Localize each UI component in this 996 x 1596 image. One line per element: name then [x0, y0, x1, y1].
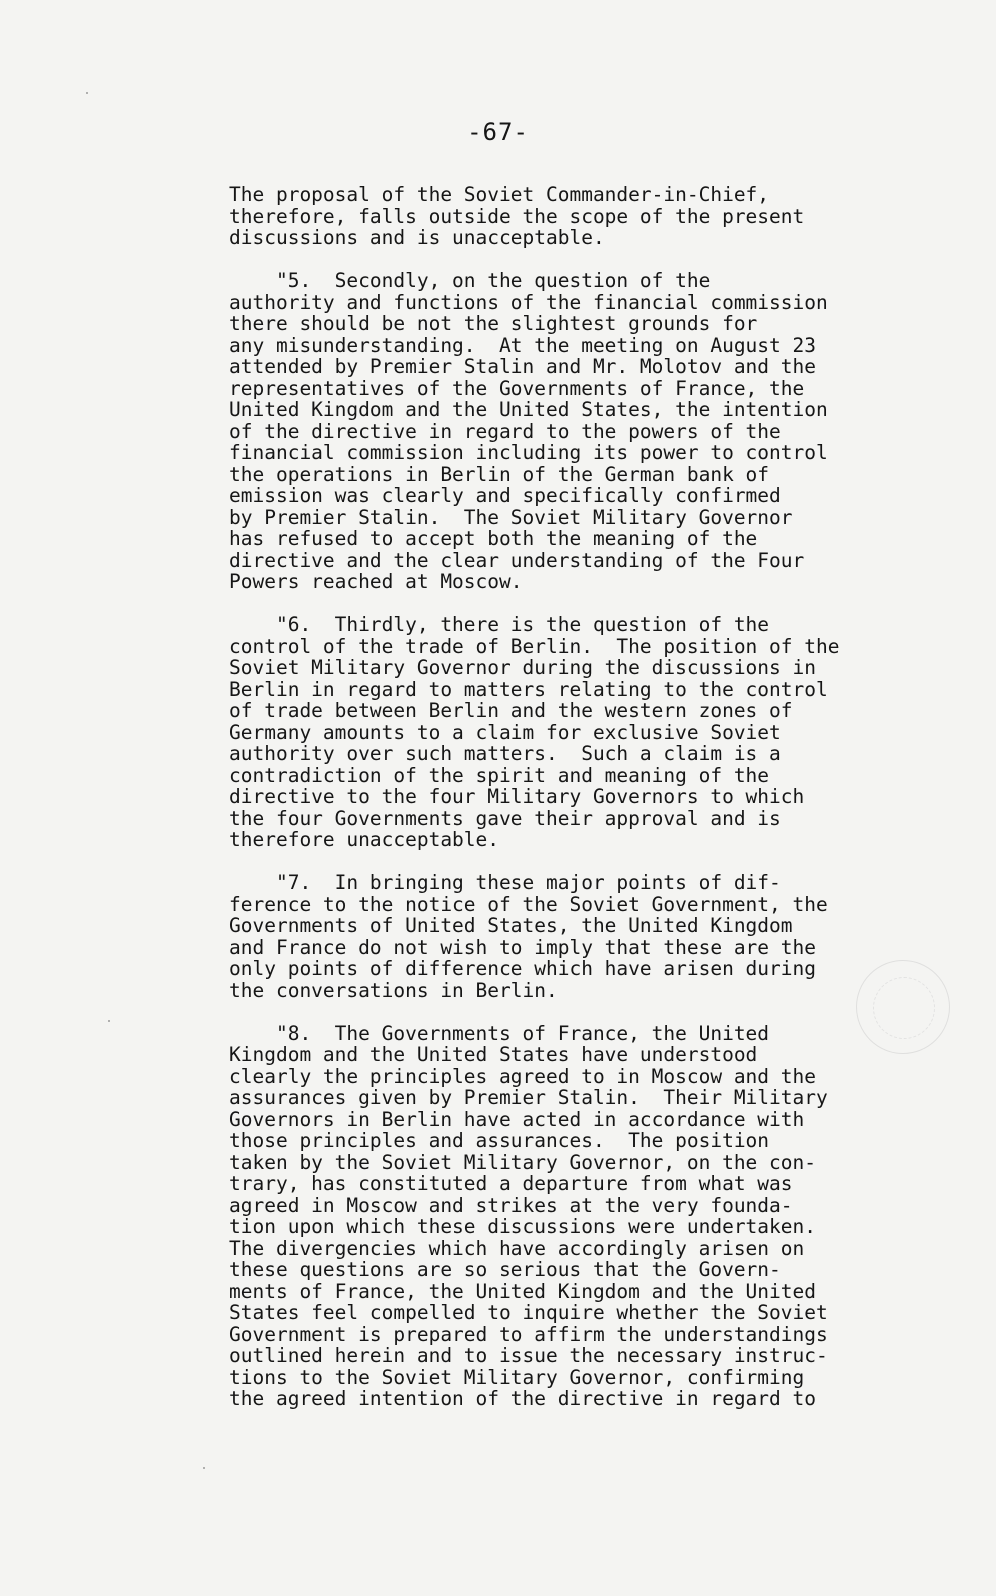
text-line: clearly the principles agreed to in Moscow and the	[229, 1064, 816, 1088]
text-line: tion upon which these discussions were undertaken.	[229, 1215, 816, 1238]
text-line: control of the trade of Berlin. The position of the	[229, 634, 840, 658]
text-line: therefore, falls outside the scope of the present	[229, 204, 805, 228]
paragraph-6	[229, 614, 929, 851]
text-line: taken by the Soviet Military Governor, on the con-	[229, 1150, 816, 1174]
text-line: emission was clearly and specifically confirmed	[229, 484, 781, 507]
text-line: ference to the notice of the Soviet Government, the	[229, 892, 828, 916]
text-line: of the directive in regard to the powers of the	[229, 419, 781, 443]
text-line: "6. Thirdly, there is the question of the	[229, 613, 770, 636]
text-line: the four Governments gave their approval and is	[229, 806, 781, 830]
text-line: these questions are so serious that the Govern-	[229, 1258, 781, 1281]
text-line: tions to the Soviet Military Governor, confirming	[229, 1365, 805, 1389]
text-line: "8. The Governments of France, the United	[229, 1021, 770, 1045]
text-line: authority and functions of the financial commission	[229, 290, 828, 314]
scan-speck	[86, 92, 88, 94]
text-line: the agreed intention of the directive in regard to	[229, 1387, 816, 1410]
text-line: ments of France, the United Kingdom and the United	[229, 1279, 816, 1303]
text-line: Governors in Berlin have acted in accordance with	[229, 1107, 805, 1131]
text-line: "5. Secondly, on the question of the	[229, 269, 711, 292]
text-line: discussions and is unacceptable.	[229, 226, 605, 249]
scan-speck	[203, 1467, 205, 1469]
paragraph-5	[229, 270, 929, 593]
text-line: trary, has constituted a departure from what was	[229, 1172, 793, 1195]
text-line: Berlin in regard to matters relating to the control	[229, 677, 828, 701]
text-line: agreed in Moscow and strikes at the very founda-	[229, 1193, 793, 1217]
text-line: financial commission including its power to control	[229, 441, 828, 464]
text-line: The divergencies which have accordingly arisen on	[229, 1236, 805, 1260]
paragraph-8	[229, 1023, 929, 1410]
text-line: therefore unacceptable.	[229, 828, 500, 851]
text-line: only points of difference which have arisen during	[229, 957, 816, 980]
text-line: Soviet Military Governor during the discussions in	[229, 656, 816, 679]
text-line: States feel compelled to inquire whether the Soviet	[229, 1301, 828, 1324]
text-line: of trade between Berlin and the western zones of	[229, 699, 793, 722]
paragraph-4-conclusion	[229, 184, 929, 249]
text-line: Governments of United States, the United Kingdom	[229, 914, 793, 937]
text-line: directive to the four Military Governors to which	[229, 785, 805, 808]
text-line: the operations in Berlin of the German bank of	[229, 462, 770, 486]
text-line: Powers reached at Moscow.	[229, 570, 523, 593]
text-line: the conversations in Berlin.	[229, 978, 558, 1002]
text-line: United Kingdom and the United States, the intention	[229, 398, 828, 421]
archive-stamp-watermark	[856, 960, 950, 1054]
scan-speck	[108, 1020, 110, 1022]
text-line: has refused to accept both the meaning of the	[229, 527, 758, 550]
text-line: The proposal of the Soviet Commander-in-Chief,	[229, 183, 770, 206]
body-text	[229, 184, 929, 1431]
text-line: contradiction of the spirit and meaning of the	[229, 763, 770, 787]
text-line: and France do not wish to imply that these are the	[229, 935, 816, 959]
paragraph-7	[229, 872, 929, 1001]
text-line: Kingdom and the United States have understood	[229, 1043, 758, 1066]
page-number: -67-	[467, 118, 529, 146]
text-line: "7. In bringing these major points of dif-	[229, 871, 781, 894]
text-line: any misunderstanding. At the meeting on August 23	[229, 333, 816, 357]
text-line: outlined herein and to issue the necessary instruc-	[229, 1344, 828, 1367]
archive-stamp-inner-ring	[873, 977, 935, 1039]
text-line: Germany amounts to a claim for exclusive Soviet	[229, 720, 781, 744]
text-line: representatives of the Governments of France, the	[229, 376, 805, 400]
text-line: authority over such matters. Such a claim is a	[229, 742, 781, 765]
text-line: attended by Premier Stalin and Mr. Molotov and the	[229, 355, 816, 378]
text-line: those principles and assurances. The position	[229, 1129, 770, 1152]
text-line: by Premier Stalin. The Soviet Military Governor	[229, 505, 793, 529]
text-line: there should be not the slightest grounds for	[229, 312, 758, 335]
text-line: directive and the clear understanding of the Four	[229, 548, 805, 572]
text-line: Government is prepared to affirm the understandings	[229, 1322, 828, 1346]
text-line: assurances given by Premier Stalin. Their Military	[229, 1086, 828, 1109]
